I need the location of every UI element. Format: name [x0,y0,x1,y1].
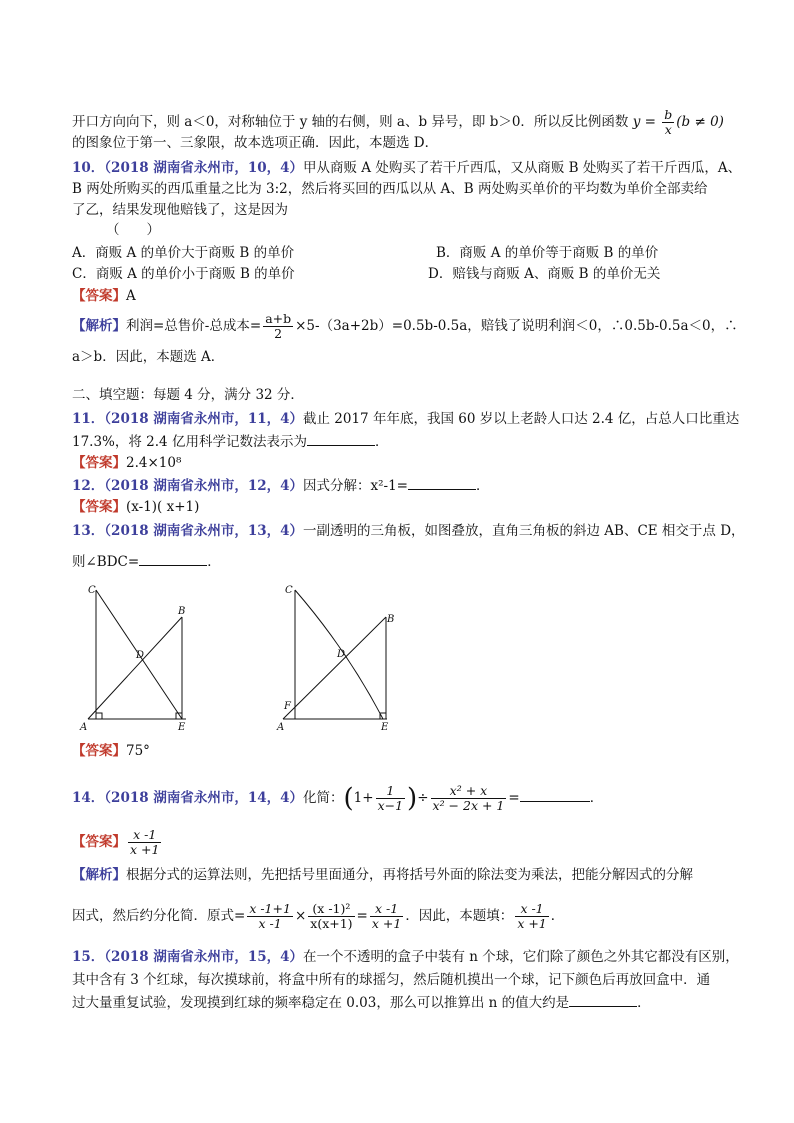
fig2-line-ab [283,617,386,719]
q11-tail: ． [374,434,389,450]
fig1-label-c: C [88,585,96,596]
q10-line1 [72,159,741,177]
q11-answer [72,454,181,472]
q14-analysis-line1 [72,866,693,884]
q15-tail: ． [637,995,651,1011]
q10-analysis-line2: a＞b．因此，本题选 A． [72,349,225,365]
q10-number: 10． [72,160,105,176]
q15-line1 [72,948,739,966]
fig1-right-angle-a [96,713,102,719]
q11-answer-value: 2.4×10⁸ [126,455,182,471]
fig2-label-d: D [337,649,346,660]
q14-blank [520,789,590,802]
q14-jx-frac-4: $\frac{x -1}{x +1}$ [517,901,547,931]
q13-line2 [72,553,221,571]
q10-line3: 了乙，结果发现他赔钱了，这是因为 [72,202,288,218]
q14-end: ． [550,908,565,924]
q10-answer-value: A [126,288,136,304]
q15-line2: 其中含有 3 个红球，每次摸球前，将盒中所有的球摇匀，然后随机摸出一个球，记下颜色后再放回盒中．通 [72,972,711,988]
q12-blank [408,477,476,490]
q12-answer [72,498,199,516]
q11-number: 11． [72,411,105,427]
q10-analysis-line1 [72,312,738,341]
q11-text2: 17.3%，将 2.4 亿用科学记数法表示为 [72,434,307,450]
q10-answer [72,287,136,305]
q14-fraction-2: $\frac{\text{x² + x}}{\text{x² − 2x + 1}}$ [432,783,505,813]
q14-jx-frac-1: $\frac{x -1+1}{x -1}$ [249,901,291,931]
q10-option-d: D．赔钱与商贩 A、商贩 B 的单价无关 [428,266,661,282]
q14-answer-fraction: $\frac{x -1}{x +1}$ [130,827,160,857]
answer-label: 【答案】 [72,499,126,515]
q11-line2 [72,433,388,451]
q12-text: 因式分解：x²-1= [303,478,408,494]
q15-line3 [72,994,651,1012]
fig1-label-d: D [136,650,145,661]
q10-option-c: C．商贩 A 的单价小于商贩 B 的单价 [72,266,295,282]
answer-label: 【答案】 [72,834,126,850]
q10-text: 甲从商贩 A 处购买了若干斤西瓜，又从商贩 B 处购买了若干斤西瓜，A、 [303,160,742,176]
q10-paren: （ ） [106,222,160,238]
q14-jx-frac-3: $\frac{x -1}{x +1}$ [371,901,402,931]
q13-answer [72,742,150,760]
q14-fraction-1: $\frac{1}{x-1}$ [377,783,404,813]
q10-analysis-text2: ×5-（3a+2b）=0.5b-0.5a，赔钱了说明利润＜0，∴0.5b-0.5a＜0，∴ [295,318,738,334]
q10-analysis-text: 利润=总售价-总成本= [126,318,262,334]
q11-text: 截止 2017 年年底，我国 60 岁以上老龄人口达 2.4 亿，占总人口比重达 [303,411,740,427]
q12-tail: ． [476,478,490,494]
fig2-label-f: F [284,701,291,712]
fig2-label-c: C [285,585,293,596]
q11-line1 [72,410,739,428]
answer-label: 【答案】 [72,288,126,304]
q15-blank [569,994,637,1007]
q14-div: ÷ [417,790,429,806]
fig1-line-ab [88,617,182,719]
q10-option-b: B．商贩 A 的单价等于商贩 B 的单价 [436,245,659,261]
q14-analysis-text: 根据分式的运算法则，先把括号里面通分，再将括号外面的除法变为乘法，把能分解因式的分解 [126,867,693,883]
answer-label: 【答案】 [72,743,126,759]
q13-source: （2018 湖南省永州市，13，4） [104,523,303,539]
q12-line1 [72,477,490,495]
q15-number: 15． [72,949,105,965]
q14-analysis-text3: ．因此，本题填： [405,908,514,924]
q9-formula: y = $\frac{b}{x}$ (b ≠ 0) [632,107,724,137]
q14-one: 1+ [353,790,374,806]
answer-label: 【答案】 [72,455,126,471]
q13-number: 13． [72,523,105,539]
fig1-label-a: A [80,722,88,733]
q10-source: （2018 湖南省永州市，10，4） [104,160,303,176]
q13-tail: ． [207,554,221,570]
q14-eq2: = [356,908,368,924]
fig1-label-e: E [178,722,186,733]
analysis-label: 【解析】 [72,318,126,334]
q13-line1 [72,522,745,540]
q9-text: 开口方向向下，则 a＜0，对称轴位于 y 轴的右侧，则 a、b 异号，即 b＞0．所以反比例函数 [72,114,629,130]
q14-jx-frac-2: $\frac{\text{(x -1)²}}{x(x+1)}$ [310,901,353,931]
fig1-label-b: B [178,606,186,617]
q12-source: （2018 湖南省永州市，12，4） [104,478,303,494]
q15-source: （2018 湖南省永州市，15，4） [104,949,303,965]
q14-analysis-line2 [72,902,564,931]
q11-blank [307,433,375,446]
q11-source: （2018 湖南省永州市，11，4） [104,411,303,427]
q13-blank [139,553,207,566]
q10-option-a: A．商贩 A 的单价大于商贩 B 的单价 [72,245,295,261]
fig2-label-a: A [277,722,285,733]
q14-source: （2018 湖南省永州市，14，4） [104,790,303,806]
q15-text: 在一个不透明的盒子中装有 n 个球，它们除了颜色之外其它都没有区别， [303,949,739,965]
q14-analysis-text2: 因式，然后约分化简．原式= [72,908,246,924]
q12-number: 12． [72,478,105,494]
section-heading: 二、填空题：每题 4 分，满分 32 分． [72,387,304,403]
q14-answer [72,828,163,857]
q14-eq: = [508,790,520,806]
triangle-figure-2 [275,580,405,735]
q13-answer-value: 75° [126,743,150,759]
triangle-figure-1 [78,580,198,735]
q13-text: 一副透明的三角板，如图叠放，直角三角板的斜边 AB、CE 相交于点 D， [303,523,745,539]
q14-line1: 14．（2018 湖南省永州市，14，4）化简：(1+ $\frac{1}{x-1}$ )÷ $\frac{\text{x² + x}}{\text{x² − 2x + 1}}$ = ． [72,783,604,814]
fig2-label-b: B [387,614,395,625]
fig2-label-e: E [381,722,389,733]
q14-number: 14． [72,790,105,806]
q13-text2: 则∠BDC= [72,554,140,570]
q15-text3: 过大量重复试验，发现摸到红球的频率稳定在 0.03，那么可以推算出 n 的值大约是 [72,995,570,1011]
q10-line2: B 两处所购买的西瓜重量之比为 3:2，然后将买回的西瓜以从 A、B 两处购买单价的平均数为单价全部卖给 [72,181,708,197]
q12-answer-value: (x-1)( x+1) [126,499,200,515]
q14-tail: ． [589,790,604,806]
q10-fraction: $\frac{a+b}{2}$ [265,311,292,341]
analysis-label: 【解析】 [72,867,126,883]
q14-times: × [294,908,307,924]
q9-line2: 的图象位于第一、三象限，故本选项正确．因此，本题选 D． [72,135,439,151]
q9-line1 [72,108,724,137]
q14-text: 化简： [303,790,344,806]
